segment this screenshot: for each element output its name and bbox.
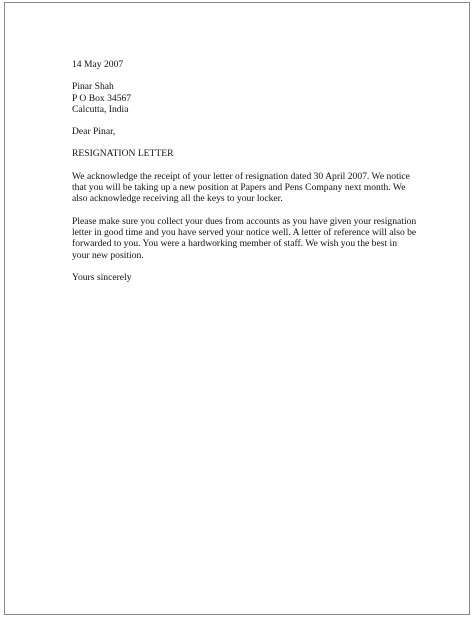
paragraph-line: letter in good time and you have served your notice well. A letter of reference will also be: [72, 226, 417, 238]
letter-page: [4, 2, 470, 615]
recipient-address-line-2: Calcutta, India: [72, 103, 129, 115]
paragraph-line: We acknowledge the receipt of your letter of resignation dated 30 April 2007. We notice: [72, 170, 410, 182]
paragraph-line: that you will be taking up a new position at Papers and Pens Company next month. We: [72, 182, 406, 194]
paragraph-acknowledgement: [72, 171, 412, 205]
recipient-name: Pinar Shah: [72, 81, 114, 93]
paragraph-line: also acknowledge receiving all the keys to your locker.: [72, 193, 283, 205]
closing: Yours sincerely: [72, 271, 132, 283]
recipient-address-line-1: P O Box 34567: [72, 92, 132, 104]
letter-date: 14 May 2007: [72, 59, 124, 70]
paragraph-line: forwarded to you. You were a hardworking member of staff. We wish you the best in: [72, 238, 397, 250]
recipient-address: [72, 81, 412, 115]
letter-body: [72, 59, 417, 283]
letter-subject: RESIGNATION LETTER: [72, 148, 174, 160]
paragraph-dues: [72, 215, 417, 261]
paragraph-line: Please make sure you collect your dues from accounts as you have given your resignation: [72, 215, 417, 227]
paragraph-line: your new position.: [72, 249, 144, 261]
salutation: Dear Pinar,: [72, 126, 116, 138]
